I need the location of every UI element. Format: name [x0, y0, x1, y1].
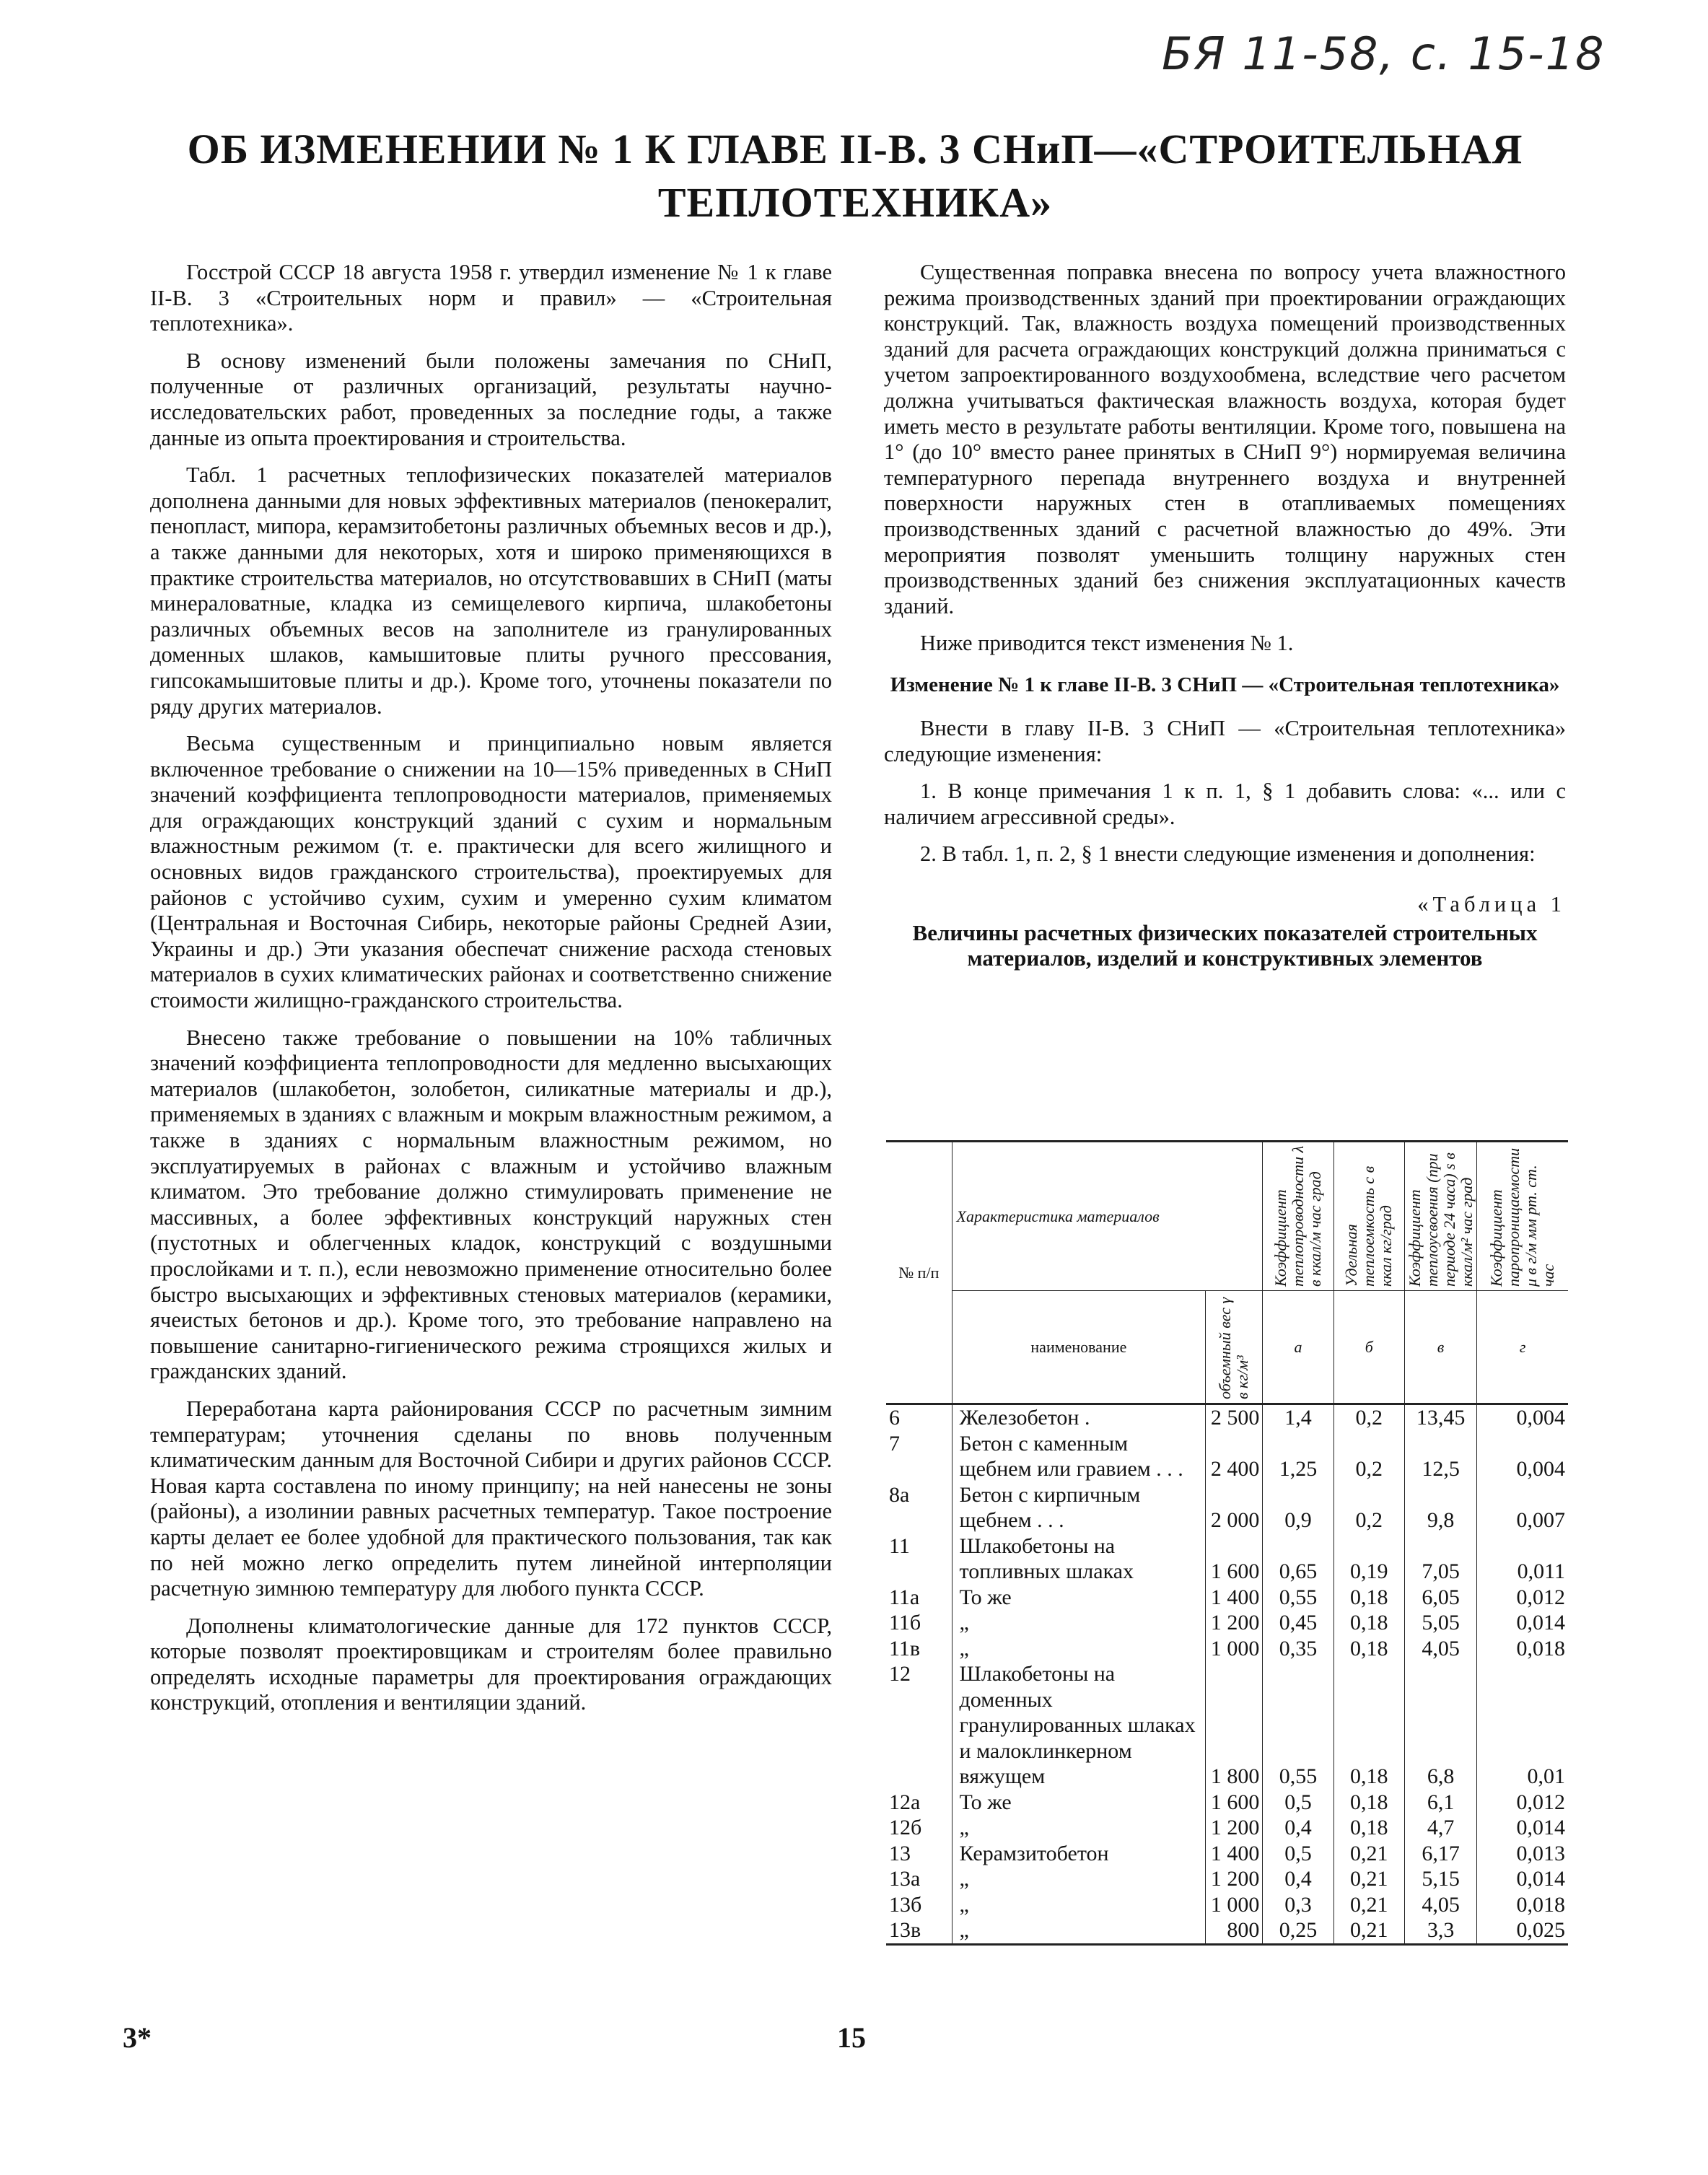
- right-paragraphs: [884, 260, 1566, 657]
- vapor-permeability-value: 0,013: [1477, 1841, 1568, 1867]
- table-label: «Таблица 1: [1417, 891, 1566, 916]
- specific-heat-value: 0,18: [1333, 1661, 1404, 1790]
- density-value: 1 800: [1206, 1661, 1263, 1790]
- vapor-permeability-value: 0,011: [1477, 1533, 1568, 1585]
- density-value: 1 400: [1206, 1841, 1263, 1867]
- amendment-paragraphs: [884, 716, 1566, 867]
- material-name: То же: [952, 1790, 1206, 1816]
- conductivity-value: 1,25: [1263, 1431, 1333, 1482]
- material-name: Железобетон .: [952, 1404, 1206, 1431]
- heat-absorption-value: 5,05: [1404, 1610, 1476, 1636]
- heat-absorption-value: 3,3: [1404, 1917, 1476, 1944]
- row-number: 13б: [889, 1892, 922, 1917]
- page-title: ОБ ИЗМЕНЕНИИ № 1 К ГЛАВЕ II-В. 3 СНиП—«СТРОИТЕЛЬНАЯ ТЕПЛОТЕХНИКА»: [187, 126, 1523, 226]
- table-row: [886, 1431, 1568, 1482]
- specific-heat-value: 0,19: [1333, 1533, 1404, 1585]
- vapor-permeability-value: 0,012: [1477, 1790, 1568, 1816]
- row-number: 8а: [889, 1482, 910, 1507]
- conductivity-value: 0,45: [1263, 1610, 1333, 1636]
- letter-a: а: [1263, 1291, 1333, 1404]
- row-number: 13в: [889, 1918, 921, 1942]
- specific-heat-value: 0,18: [1333, 1815, 1404, 1841]
- material-name: Шлакобетоны на топливных шлаках: [952, 1533, 1206, 1585]
- vapor-permeability-value: 0,014: [1477, 1815, 1568, 1841]
- vapor-permeability-value: 0,025: [1477, 1917, 1568, 1944]
- table-row: [886, 1866, 1568, 1892]
- body-paragraph: Ниже приводится текст изменения № 1.: [920, 631, 1294, 656]
- specific-heat-value: 0,21: [1333, 1892, 1404, 1918]
- header-heat-absorption: Коэффициент теплоусвоения (при периоде 24 часа) s в ккал/м² час град: [1405, 1152, 1476, 1287]
- conductivity-value: 0,4: [1263, 1815, 1333, 1841]
- specific-heat-value: 0,18: [1333, 1636, 1404, 1662]
- material-name: „: [952, 1610, 1206, 1636]
- row-number: 7: [889, 1431, 900, 1456]
- density-value: 2 000: [1206, 1482, 1263, 1533]
- specific-heat-value: 0,2: [1333, 1431, 1404, 1482]
- amendment-paragraph: 1. В конце примечания 1 к п. 1, § 1 добавить слова: «... или с наличием агрессивной среды».: [884, 779, 1566, 829]
- page-number: 15: [837, 2021, 866, 2054]
- table-row: [886, 1610, 1568, 1636]
- handwritten-reference-note: БЯ 11-58, с. 15-18: [1162, 27, 1606, 80]
- right-column: [884, 260, 1566, 986]
- conductivity-value: 1,4: [1263, 1404, 1333, 1431]
- conductivity-value: 0,35: [1263, 1636, 1333, 1662]
- table-row: [886, 1790, 1568, 1816]
- heat-absorption-value: 4,7: [1404, 1815, 1476, 1841]
- conductivity-value: 0,55: [1263, 1585, 1333, 1611]
- header-name: наименование: [952, 1291, 1206, 1404]
- density-value: 1 400: [1206, 1585, 1263, 1611]
- density-value: 1 200: [1206, 1610, 1263, 1636]
- table-row: [886, 1841, 1568, 1867]
- heat-absorption-value: 4,05: [1404, 1892, 1476, 1918]
- letter-b: б: [1333, 1291, 1404, 1404]
- body-paragraph: В основу изменений были положены замечания по СНиП, полученные от различных организаций, результаты научно-исследовательских работ, проведенных за последние годы, а также данные из опыта проектирования и строительства.: [150, 348, 832, 450]
- letter-d: г: [1477, 1291, 1568, 1404]
- header-density: объемный вес γ в кг/м³: [1216, 1297, 1252, 1399]
- specific-heat-value: 0,18: [1333, 1585, 1404, 1611]
- body-paragraph: Внесено также требование о повышении на 10% табличных значений коэффициента теплопроводности для медленно высыхающих материалов (шлакобетон, золобетон, силикатные материалы и др.), применяемых в зданиях с влажным и мокрым влажностным режимом, а также в зданиях с нормальным влажностным режимом, но эксплуатируемых в районах с влажным и устойчиво влажным климатом. Это требование должно стимулировать применение не массивных, а более эффективных конструкций наружных стен (пустотных и облегченных кладок, конструкций с воздушными прослойками и т. п.), если невозможно применение относительно более быстро высыхающих и эффективных стеновых материалов (керамики, ячеистых бетонов и др.). Кроме того, это требование направлено на повышение санитарно-гигиенического режима строящихся жилых и гражданских зданий.: [150, 1025, 832, 1384]
- material-name: „: [952, 1866, 1206, 1892]
- materials-table: [886, 1140, 1568, 1946]
- row-number: 13а: [889, 1867, 921, 1891]
- vapor-permeability-value: 0,007: [1477, 1482, 1568, 1533]
- table-row: [886, 1404, 1568, 1431]
- conductivity-value: 0,5: [1263, 1790, 1333, 1816]
- specific-heat-value: 0,18: [1333, 1790, 1404, 1816]
- body-paragraph: Переработана карта районирования СССР по расчетным зимним температурам; уточнения сделаны по вновь полученным климатическим данным для Восточной Сибири и других районов СССР. Новая карта составлена по иному принципу; на ней нанесены не зоны (районы), а изолинии равных расчетных температур. Такое построение карты делает ее более удобной для практического пользования, так как по ней можно легко определить путем линейной интерполяции расчетную зимнюю температуру для любого пункта СССР.: [150, 1396, 832, 1601]
- row-number: 13: [889, 1841, 911, 1865]
- density-value: 1 200: [1206, 1815, 1263, 1841]
- heat-absorption-value: 4,05: [1404, 1636, 1476, 1662]
- density-value: 1 600: [1206, 1533, 1263, 1585]
- density-value: 1 600: [1206, 1790, 1263, 1816]
- table-row: [886, 1661, 1568, 1790]
- conductivity-value: 0,25: [1263, 1917, 1333, 1944]
- left-column: [150, 260, 832, 1728]
- conductivity-value: 0,65: [1263, 1533, 1333, 1585]
- vapor-permeability-value: 0,004: [1477, 1404, 1568, 1431]
- specific-heat-value: 0,2: [1333, 1482, 1404, 1533]
- table-row: [886, 1482, 1568, 1533]
- vapor-permeability-value: 0,004: [1477, 1431, 1568, 1482]
- heat-absorption-value: 6,8: [1404, 1661, 1476, 1790]
- density-value: 1 000: [1206, 1892, 1263, 1918]
- material-name: „: [952, 1815, 1206, 1841]
- row-number: 11: [889, 1533, 910, 1558]
- signature-mark: 3*: [123, 2021, 152, 2054]
- heat-absorption-value: 5,15: [1404, 1866, 1476, 1892]
- vapor-permeability-value: 0,018: [1477, 1892, 1568, 1918]
- density-value: 1 200: [1206, 1866, 1263, 1892]
- conductivity-value: 0,3: [1263, 1892, 1333, 1918]
- density-value: 2 500: [1206, 1404, 1263, 1431]
- density-value: 1 000: [1206, 1636, 1263, 1662]
- table-header: [886, 1142, 1568, 1404]
- material-name: Керамзитобетон: [952, 1841, 1206, 1867]
- heat-absorption-value: 6,1: [1404, 1790, 1476, 1816]
- amendment-heading: Изменение № 1 к главе II-В. 3 СНиП — «Строительная теплотехника»: [890, 673, 1560, 696]
- material-name: Бетон с каменным щебнем или гравием . . .: [952, 1431, 1206, 1482]
- row-number: 12б: [889, 1816, 922, 1839]
- header-vapor-permeability: Коэффициент паропроницаемости μ в г/м мм рт. ст. час: [1487, 1147, 1558, 1287]
- table-row: [886, 1533, 1568, 1585]
- material-name: Бетон с кирпичным щебнем . . .: [952, 1482, 1206, 1533]
- heat-absorption-value: 9,8: [1404, 1482, 1476, 1533]
- specific-heat-value: 0,2: [1333, 1404, 1404, 1431]
- header-number: № п/п: [886, 1142, 952, 1404]
- row-number: 12а: [889, 1790, 921, 1814]
- table-row: [886, 1917, 1568, 1944]
- vapor-permeability-value: 0,01: [1477, 1661, 1568, 1790]
- conductivity-value: 0,9: [1263, 1482, 1333, 1533]
- row-number: 11а: [889, 1585, 920, 1609]
- heat-absorption-value: 7,05: [1404, 1533, 1476, 1585]
- body-paragraph: Весьма существенным и принципиально новым является включенное требование о снижении на 10—15% приведенных в СНиП значений коэффициента теплопроводности материалов, применяемых для ограждающих конструкций зданий с сухим и нормальным влажностным режимом (т. е. практически для всего жилищного и основных видов гражданского строительства), проектируемых для районов с устойчиво сухим, сухим и умеренно сухим климатом (Центральная и Восточная Сибирь, некоторые районы Средней Азии, Украины и др.) Эти указания обеспечат снижение расхода стеновых материалов в сухих климатических районах и соответственно снижение стоимости жилищно-гражданского строительства.: [150, 731, 832, 1013]
- header-specific-heat: Удельная теплоемкость с в ккал кг/град: [1342, 1165, 1396, 1287]
- heat-absorption-value: 13,45: [1404, 1404, 1476, 1431]
- material-name: „: [952, 1636, 1206, 1662]
- vapor-permeability-value: 0,018: [1477, 1636, 1568, 1662]
- material-name: То же: [952, 1585, 1206, 1611]
- material-name: „: [952, 1892, 1206, 1918]
- table-row: [886, 1636, 1568, 1662]
- specific-heat-value: 0,18: [1333, 1610, 1404, 1636]
- density-value: 800: [1206, 1917, 1263, 1944]
- header-material-group: Характеристика материалов: [952, 1142, 1263, 1291]
- specific-heat-value: 0,21: [1333, 1866, 1404, 1892]
- body-paragraph: Существенная поправка внесена по вопросу учета влажностного режима производственных зданий при проектировании ограждающих конструкций. Так, влажность воздуха помещений производственных зданий для расчета ограждающих конструкций должна приниматься с учетом запроектированного воздухообмена, вследствие чего расчетом должна учитываться фактическая влажность воздуха, которая будет иметь место в результате работы вентиляции. Кроме того, повышена на 1° (до 10° вместо ранее принятых в СНиП 9°) нормируемая величина температурного перепада внутреннего воздуха и внутренней поверхности наружных стен в отапливаемых помещениях производственных зданий с расчетной влажностью до 49%. Эти мероприятия позволят уменьшить толщину наружных стен производственных зданий без снижения эксплуатационных качеств зданий.: [884, 260, 1566, 618]
- header-thermal-conductivity: Коэффициент теплопроводности λ в ккал/м час град: [1271, 1145, 1324, 1287]
- row-number: 11в: [889, 1636, 921, 1660]
- conductivity-value: 0,55: [1263, 1661, 1333, 1790]
- material-name: Шлакобетоны на доменных гранулированных шлаках и малоклинкерном вяжущем: [952, 1661, 1206, 1790]
- table-row: [886, 1585, 1568, 1611]
- vapor-permeability-value: 0,014: [1477, 1866, 1568, 1892]
- body-paragraph: Госстрой СССР 18 августа 1958 г. утвердил изменение № 1 к главе II-В. 3 «Строительных норм и правил» — «Строительная теплотехника».: [150, 260, 832, 336]
- table-row: [886, 1892, 1568, 1918]
- amendment-paragraph: Внести в главу II-В. 3 СНиП — «Строительная теплотехника» следующие изменения:: [884, 715, 1566, 766]
- row-number: 12: [889, 1662, 911, 1686]
- row-number: 11б: [889, 1611, 921, 1634]
- conductivity-value: 0,5: [1263, 1841, 1333, 1867]
- heat-absorption-value: 12,5: [1404, 1431, 1476, 1482]
- table-body: [886, 1404, 1568, 1945]
- material-name: „: [952, 1917, 1206, 1944]
- body-paragraph: Дополнены климатологические данные для 172 пунктов СССР, которые позволят проектировщикам и строителям более правильно определять исходные параметры для проектирования ограждающих конструкций, отопления и вентиляции зданий.: [150, 1613, 832, 1715]
- specific-heat-value: 0,21: [1333, 1917, 1404, 1944]
- heat-absorption-value: 6,17: [1404, 1841, 1476, 1867]
- vapor-permeability-value: 0,014: [1477, 1610, 1568, 1636]
- amendment-paragraph: 2. В табл. 1, п. 2, § 1 внести следующие изменения и дополнения:: [920, 841, 1536, 867]
- row-number: 6: [889, 1406, 900, 1430]
- body-paragraph: Табл. 1 расчетных теплофизических показателей материалов дополнена данными для новых эффективных материалов (пенокералит, пенопласт, мипора, керамзитобетоны различных объемных весов и др.), а также данными для некоторых, хотя и широко применяющихся в практике строительства материалов, но отсутствовавших в СНиП (маты минераловатные, кладка из семищелевого кирпича, шлакобетоны различных объемных весов на заполнителе из гранулированных доменных шлаков, камышитовые плиты ручного прессования, гипсокамышитовые плиты и др.). Кроме того, уточнены показатели по ряду других материалов.: [150, 463, 832, 719]
- vapor-permeability-value: 0,012: [1477, 1585, 1568, 1611]
- table-row: [886, 1815, 1568, 1841]
- specific-heat-value: 0,21: [1333, 1841, 1404, 1867]
- heat-absorption-value: 6,05: [1404, 1585, 1476, 1611]
- conductivity-value: 0,4: [1263, 1866, 1333, 1892]
- density-value: 2 400: [1206, 1431, 1263, 1482]
- table-caption: Величины расчетных физических показателей строительных материалов, изделий и конструктивных элементов: [912, 920, 1538, 971]
- letter-c: в: [1404, 1291, 1476, 1404]
